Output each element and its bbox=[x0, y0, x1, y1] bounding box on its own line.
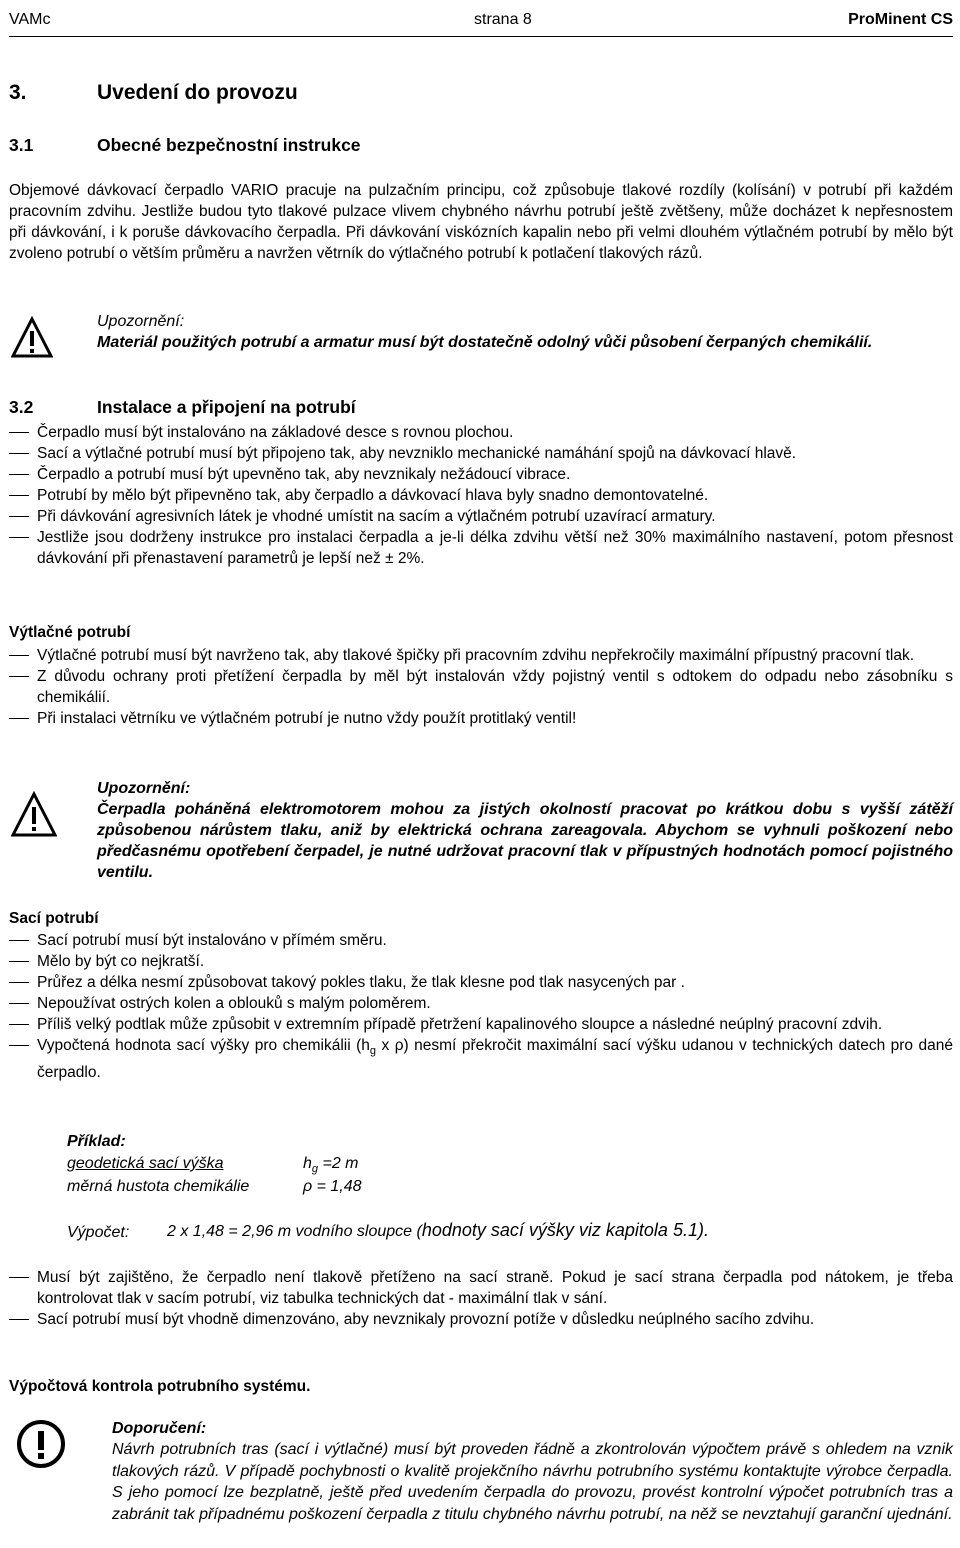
list-item: Při instalaci větrníku ve výtlačném potrubí je nutno vždy použít protitlaký ventil! bbox=[9, 708, 953, 729]
example-row1-label: geodetická sací výška bbox=[67, 1155, 224, 1172]
calc-label: Výpočet: bbox=[67, 1224, 130, 1241]
list-item: Z důvodu ochrany proti přetížení čerpadla by měl být instalován vždy pojistný ventil s odtokem do odpadu nebo zásobníku s chemikálií. bbox=[9, 666, 953, 708]
list-item: Při dávkování agresivních látek je vhodné umístit na sacím a výtlačném potrubí uzavírací armatury. bbox=[9, 506, 953, 527]
list-item: Sací potrubí musí být vhodně dimenzováno, aby nevznikaly provozní potíže v důsledku neúplného sacího zdvihu. bbox=[9, 1309, 953, 1330]
list-item: Vypočtená hodnota sací výšky pro chemikálii ($h_g$ x ρ) nesmí překročit maximální sací výšku udanou v technických datech pro dané čerpadlo. bbox=[9, 1035, 953, 1083]
discharge-list-block bbox=[9, 645, 953, 729]
installation-list-block bbox=[9, 422, 953, 569]
check-heading: Výpočtová kontrola potrubního systému. bbox=[9, 1378, 311, 1395]
warning-triangle-icon bbox=[11, 316, 53, 360]
example-row2-value: ρ = 1,48 bbox=[303, 1178, 362, 1195]
warning-1-title: Upozornění: bbox=[97, 313, 185, 330]
document-page bbox=[9, 0, 953, 1523]
suction-list-2 bbox=[9, 1267, 953, 1330]
list-item: Mělo by být co nejkratší. bbox=[9, 951, 953, 972]
example-row1-value: $h_g =2$ m bbox=[303, 1155, 359, 1176]
list-item: Čerpadlo musí být instalováno na základové desce s rovnou plochou. bbox=[9, 422, 953, 443]
suction-list-block bbox=[9, 930, 953, 1083]
warning-2-title: Upozornění: bbox=[97, 780, 191, 797]
list-item: Nepoužívat ostrých kolen a oblouků s malým poloměrem. bbox=[9, 993, 953, 1014]
page-header bbox=[9, 0, 953, 37]
suction-list bbox=[9, 930, 953, 1083]
section-3-heading bbox=[9, 82, 298, 103]
warning-2-text: Čerpadla poháněná elektromotorem mohou za jistých okolností pracovat po krátkou dobu s vyšší zátěží způsobenou nárůstem tlaku, aniž by elektrická ochrana zareagovala. Abychom se vyhnuli poškození nebo předčasnému opotřebení čerpadel, je nutné udržovat pracovní tlak v přípustných hodnotách pomocí pojistného ventilu. bbox=[97, 801, 953, 881]
warning-1 bbox=[97, 311, 953, 353]
installation-list bbox=[9, 422, 953, 569]
list-item: Potrubí by mělo být připevněno tak, aby čerpadlo a dávkovací hlava byly snadno demontovatelné. bbox=[9, 485, 953, 506]
list-item: Příliš velký podtlak může způsobit v extremním případě přetržení kapalinového sloupce a následné neúplný pracovní zdvih. bbox=[9, 1014, 953, 1035]
warning-1-text: Materiál použitých potrubí a armatur musí být dostatečně odolný vůči působení čerpaných chemikálií. bbox=[97, 334, 873, 351]
list-item: Výtlačné potrubí musí být navrženo tak, aby tlakové špičky při pracovním zdvihu nepřekročily maximální přípustný pracovní tlak. bbox=[9, 645, 953, 666]
intro-paragraph-block bbox=[9, 180, 953, 264]
list-item: Průřez a délka nesmí způsobovat takový pokles tlaku, že tlak klesne pod tlak nasycených par . bbox=[9, 972, 953, 993]
list-item: Sací a výtlačné potrubí musí být připojeno tak, aby nevzniklo mechanické namáhání spojů na dávkovací hlavě. bbox=[9, 443, 953, 464]
section-3-1-heading bbox=[9, 135, 953, 156]
section-3-2-title: Instalace a připojení na potrubí bbox=[97, 397, 356, 417]
list-item: Čerpadlo a potrubí musí být upevněno tak, aby nevznikaly nežádoucí vibrace. bbox=[9, 464, 953, 485]
section-3-2-number: 3.2 bbox=[9, 397, 34, 417]
intro-paragraph: Objemové dávkovací čerpadlo VARIO pracuje na pulzačním principu, což způsobuje tlakové rozdíly (kolísání) v potrubí při každém pracovním zdvihu. Jestliže budou tyto tlakové pulzace vlivem chybného návrhu potrubí ještě zvětšeny, může docházet k nepřesnostem při dávkování, i k poruše dávkovacího čerpadla. Při dávkování viskózních kapalin nebo při velmi dlouhém výtlačném potrubí by mělo být zvoleno potrubí o větším průměru a navržen větrník do výtlačného potrubí k potlačení tlakových rázů. bbox=[9, 182, 953, 262]
discharge-heading: Výtlačné potrubí bbox=[9, 624, 131, 641]
header-page-number: strana 8 bbox=[474, 11, 532, 28]
recommendation-text: Návrh potrubních tras (sací i výtlačné) musí být proveden řádně a zkontrolován výpočtem právě s ohledem na vznik tlakových rázů. V případě pochybnosti o kvalitě projekčního návrhu potrubního systému kontaktujte výrobce čerpadla. S jeho pomocí lze bezplatně, ještě před uvedením čerpadla do provozu, provést kontrolní výpočet potrubních tras a zabránit tak případnému poškození čerpadla z titulu chybného návrhu potrubí, na něž se nevztahují garanční ujednání. bbox=[112, 1441, 953, 1523]
header-brand: ProMinent CS bbox=[848, 11, 953, 28]
section-3-1-title: Obecné bezpečnostní instrukce bbox=[97, 135, 361, 155]
section-3-1-number: 3.1 bbox=[9, 135, 34, 155]
example-row2-label: měrná hustota chemikálie bbox=[67, 1178, 250, 1195]
warning-triangle-icon bbox=[11, 791, 57, 839]
recommendation bbox=[112, 1418, 953, 1525]
list-item: Musí být zajištěno, že čerpadlo není tlakově přetíženo na sací straně. Pokud je sací strana čerpadla pod nátokem, je třeba kontrolovat tlak v sacím potrubí, viz tabulka technických dat - maximální tlak v sání. bbox=[9, 1267, 953, 1309]
warning-2 bbox=[97, 778, 953, 883]
suction-list-2-block bbox=[9, 1267, 953, 1330]
discharge-list bbox=[9, 645, 953, 729]
list-item: Jestliže jsou dodrženy instrukce pro instalaci čerpadla a je-li délka zdvihu větší než 30% maximálního nastavení, potom přesnost dávkování při přenastavení parametrů je lepší než ± 2%. bbox=[9, 527, 953, 569]
section-3-number: 3. bbox=[9, 81, 27, 104]
list-item: Sací potrubí musí být instalováno v přímém směru. bbox=[9, 930, 953, 951]
header-left: VAMc bbox=[9, 11, 51, 28]
suction-heading: Sací potrubí bbox=[9, 910, 99, 927]
recommendation-title: Doporučení: bbox=[112, 1420, 207, 1437]
calc-value: 2 x 1,48 = 2,96 m vodního sloupce (hodnoty sací výšky viz kapitola 5.1). bbox=[167, 1220, 709, 1240]
section-3-title: Uvedení do provozu bbox=[97, 81, 298, 104]
section-3-2-heading bbox=[9, 397, 953, 418]
exclamation-circle-icon bbox=[17, 1420, 65, 1468]
example-title: Příklad: bbox=[67, 1133, 126, 1150]
